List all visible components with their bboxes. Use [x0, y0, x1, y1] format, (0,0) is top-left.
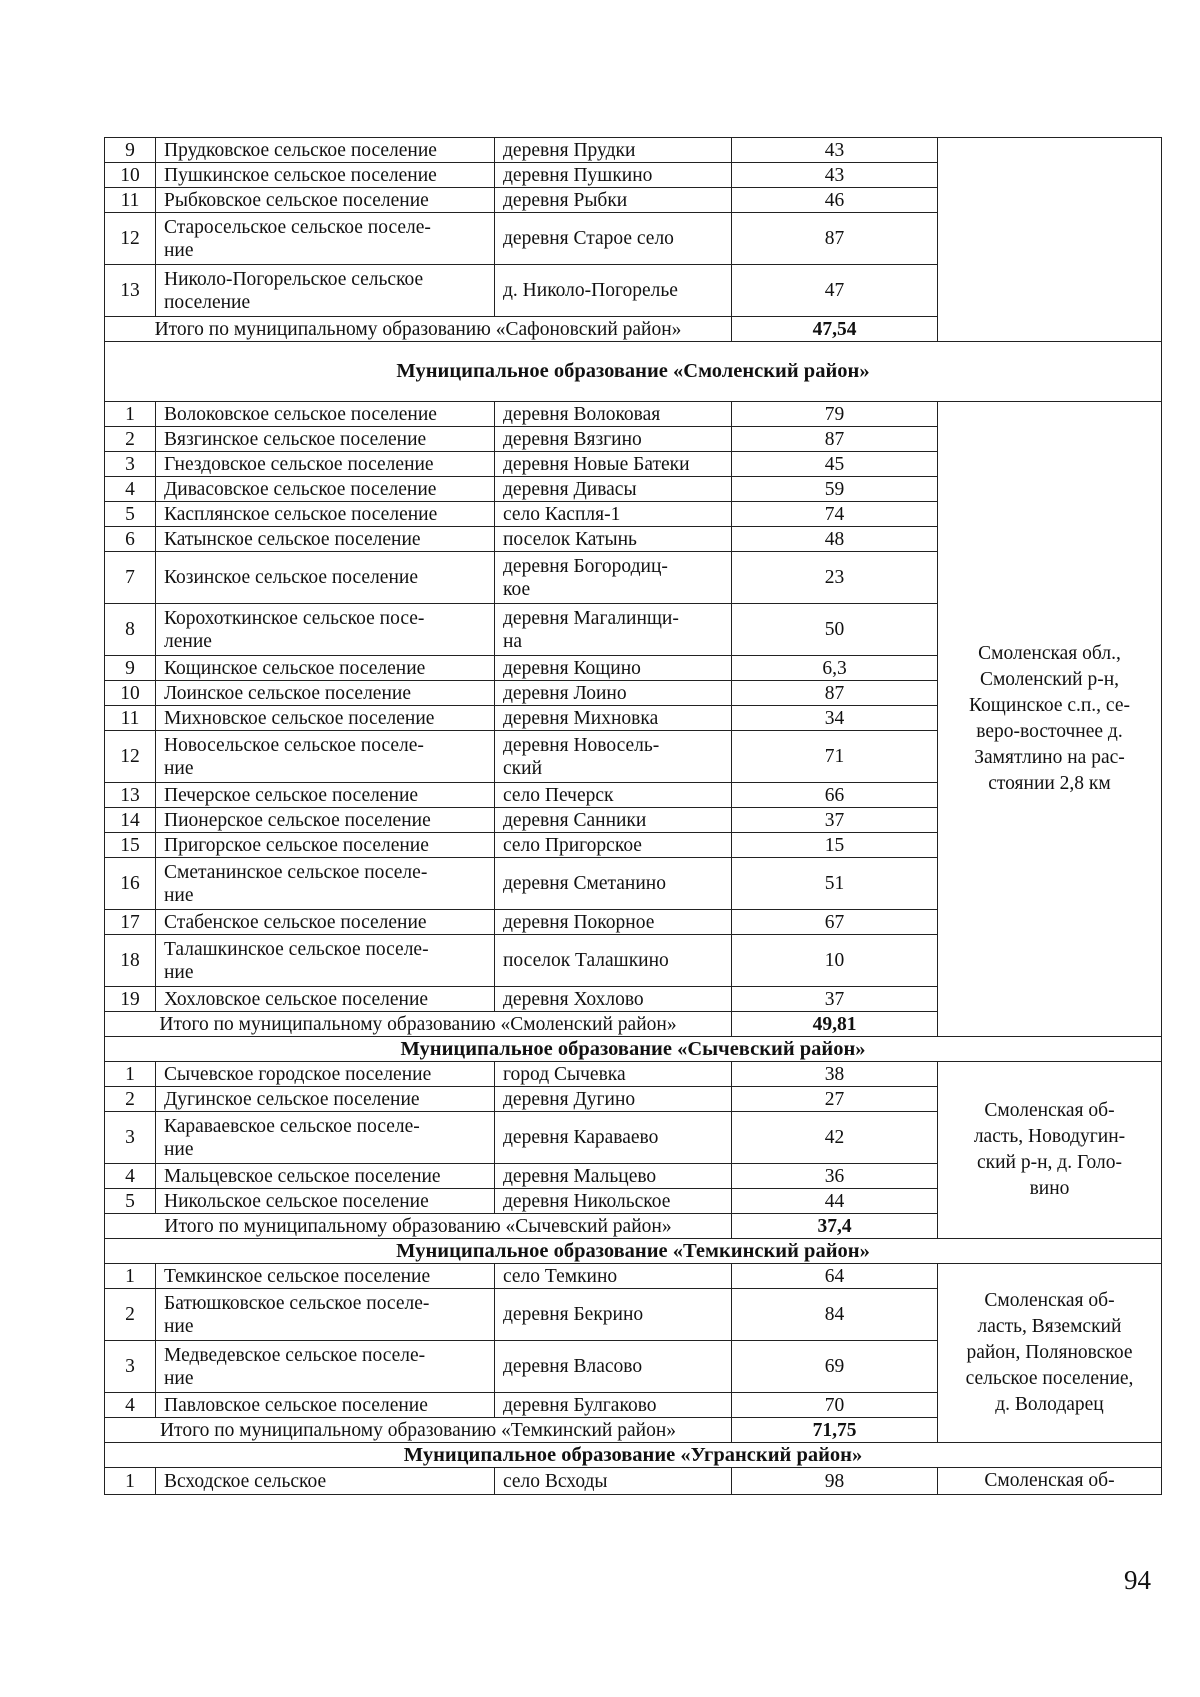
- admin-center: деревня Лоино: [495, 681, 732, 706]
- settlement-name: Батюшковское сельское поселе- ние: [156, 1289, 495, 1341]
- total-label: Итого по муниципальному образованию «Сафоновский район»: [105, 317, 732, 342]
- total-label: Итого по муниципальному образованию «Смоленский район»: [105, 1012, 732, 1037]
- admin-center: поселок Талашкино: [495, 935, 732, 987]
- admin-center: село Каспля-1: [495, 502, 732, 527]
- value-cell: 34: [732, 706, 938, 731]
- section-header-row: [105, 1239, 1162, 1264]
- admin-center: село Пригорское: [495, 833, 732, 858]
- admin-center: поселок Катынь: [495, 527, 732, 552]
- settlement-name: Новосельское сельское поселе- ние: [156, 731, 495, 783]
- page-number: 94: [1124, 1565, 1151, 1595]
- row-number: 15: [105, 833, 156, 858]
- settlement-name: Старосельское сельское поселе- ние: [156, 213, 495, 265]
- row-number: 1: [105, 402, 156, 427]
- admin-center: деревня Хохлово: [495, 987, 732, 1012]
- admin-center: деревня Власово: [495, 1341, 732, 1393]
- row-number: 11: [105, 706, 156, 731]
- value-cell: 46: [732, 188, 938, 213]
- admin-center: деревня Прудки: [495, 138, 732, 163]
- value-cell: 43: [732, 138, 938, 163]
- settlement-name: Рыбковское сельское поселение: [156, 188, 495, 213]
- admin-center: деревня Сметанино: [495, 858, 732, 910]
- section-header-row: [105, 1037, 1162, 1062]
- settlement-name: Дугинское сельское поселение: [156, 1087, 495, 1112]
- admin-center: деревня Булгаково: [495, 1393, 732, 1418]
- section-header-row: [105, 1443, 1162, 1468]
- settlement-name: Лоинское сельское поселение: [156, 681, 495, 706]
- row-number: 4: [105, 1393, 156, 1418]
- settlement-name: Гнездовское сельское поселение: [156, 452, 495, 477]
- value-cell: 47: [732, 265, 938, 317]
- settlement-name: Прудковское сельское поселение: [156, 138, 495, 163]
- admin-center: деревня Дивасы: [495, 477, 732, 502]
- settlement-name: Катынское сельское поселение: [156, 527, 495, 552]
- row-number: 18: [105, 935, 156, 987]
- row-number: 4: [105, 477, 156, 502]
- value-cell: 10: [732, 935, 938, 987]
- row-number: 6: [105, 527, 156, 552]
- admin-center: деревня Кощино: [495, 656, 732, 681]
- location-cell: [938, 138, 1162, 342]
- settlement-name: Хохловское сельское поселение: [156, 987, 495, 1012]
- admin-center: город Сычевка: [495, 1062, 732, 1087]
- settlement-name: Сычевское городское поселение: [156, 1062, 495, 1087]
- admin-center: деревня Никольское: [495, 1189, 732, 1214]
- settlement-name: Вязгинское сельское поселение: [156, 427, 495, 452]
- row-number: 13: [105, 783, 156, 808]
- settlement-name: Николо-Погорельское сельское поселение: [156, 265, 495, 317]
- admin-center: деревня Дугино: [495, 1087, 732, 1112]
- settlement-name: Печерское сельское поселение: [156, 783, 495, 808]
- admin-center: деревня Волоковая: [495, 402, 732, 427]
- row-number: 2: [105, 1289, 156, 1341]
- admin-center: деревня Михновка: [495, 706, 732, 731]
- admin-center: деревня Магалинщи- на: [495, 604, 732, 656]
- admin-center: деревня Санники: [495, 808, 732, 833]
- settlement-name: Михновское сельское поселение: [156, 706, 495, 731]
- settlement-name: Корохоткинское сельское посе- ление: [156, 604, 495, 656]
- row-number: 1: [105, 1468, 156, 1495]
- value-cell: 36: [732, 1164, 938, 1189]
- section-title: Муниципальное образование «Смоленский район»: [105, 342, 1162, 402]
- value-cell: 6,3: [732, 656, 938, 681]
- admin-center: деревня Новосель- ский: [495, 731, 732, 783]
- row-number: 4: [105, 1164, 156, 1189]
- total-value: 47,54: [732, 317, 938, 342]
- admin-center: деревня Мальцево: [495, 1164, 732, 1189]
- row-number: 16: [105, 858, 156, 910]
- total-label: Итого по муниципальному образованию «Сычевский район»: [105, 1214, 732, 1239]
- admin-center: село Темкино: [495, 1264, 732, 1289]
- location-cell: Смоленская об-: [938, 1468, 1162, 1495]
- settlement-name: Медведевское сельское поселе- ние: [156, 1341, 495, 1393]
- settlement-name: Волоковское сельское поселение: [156, 402, 495, 427]
- row-number: 3: [105, 452, 156, 477]
- admin-center: деревня Богородиц- кое: [495, 552, 732, 604]
- admin-center: деревня Бекрино: [495, 1289, 732, 1341]
- total-label: Итого по муниципальному образованию «Темкинский район»: [105, 1418, 732, 1443]
- value-cell: 45: [732, 452, 938, 477]
- value-cell: 87: [732, 213, 938, 265]
- row-number: 12: [105, 731, 156, 783]
- row-number: 19: [105, 987, 156, 1012]
- settlement-name: Сметанинское сельское поселе- ние: [156, 858, 495, 910]
- row-number: 8: [105, 604, 156, 656]
- value-cell: 37: [732, 808, 938, 833]
- value-cell: 37: [732, 987, 938, 1012]
- row-number: 14: [105, 808, 156, 833]
- value-cell: 48: [732, 527, 938, 552]
- row-number: 13: [105, 265, 156, 317]
- settlement-name: Козинское сельское поселение: [156, 552, 495, 604]
- row-number: 3: [105, 1341, 156, 1393]
- settlement-name: Караваевское сельское поселе- ние: [156, 1112, 495, 1164]
- row-number: 3: [105, 1112, 156, 1164]
- admin-center: деревня Рыбки: [495, 188, 732, 213]
- location-cell: Смоленская об- ласть, Новодугин- ский р-н, д. Голо- вино: [938, 1062, 1162, 1239]
- settlement-name: Темкинское сельское поселение: [156, 1264, 495, 1289]
- row-number: 1: [105, 1264, 156, 1289]
- admin-center: д. Николо-Погорелье: [495, 265, 732, 317]
- value-cell: 71: [732, 731, 938, 783]
- value-cell: 42: [732, 1112, 938, 1164]
- row-number: 1: [105, 1062, 156, 1087]
- row-number: 9: [105, 138, 156, 163]
- value-cell: 44: [732, 1189, 938, 1214]
- settlement-name: Мальцевское сельское поселение: [156, 1164, 495, 1189]
- row-number: 5: [105, 1189, 156, 1214]
- location-cell: Смоленская об- ласть, Вяземский район, Поляновское сельское поселение, д. Володарец: [938, 1264, 1162, 1443]
- row-number: 7: [105, 552, 156, 604]
- row-number: 11: [105, 188, 156, 213]
- row-number: 10: [105, 681, 156, 706]
- value-cell: 74: [732, 502, 938, 527]
- section-title: Муниципальное образование «Угранский район»: [105, 1443, 1162, 1468]
- table-row: [105, 1264, 1162, 1289]
- value-cell: 70: [732, 1393, 938, 1418]
- admin-center: село Всходы: [495, 1468, 732, 1495]
- settlement-name: Всходское сельское: [156, 1468, 495, 1495]
- value-cell: 64: [732, 1264, 938, 1289]
- value-cell: 15: [732, 833, 938, 858]
- row-number: 2: [105, 1087, 156, 1112]
- value-cell: 98: [732, 1468, 938, 1495]
- row-number: 17: [105, 910, 156, 935]
- settlement-name: Никольское сельское поселение: [156, 1189, 495, 1214]
- value-cell: 66: [732, 783, 938, 808]
- settlement-name: Пионерское сельское поселение: [156, 808, 495, 833]
- total-value: 37,4: [732, 1214, 938, 1239]
- section-title: Муниципальное образование «Темкинский район»: [105, 1239, 1162, 1264]
- table-row: [105, 138, 1162, 163]
- admin-center: деревня Покорное: [495, 910, 732, 935]
- value-cell: 27: [732, 1087, 938, 1112]
- value-cell: 79: [732, 402, 938, 427]
- value-cell: 87: [732, 681, 938, 706]
- settlement-name: Стабенское сельское поселение: [156, 910, 495, 935]
- admin-center: село Печерск: [495, 783, 732, 808]
- admin-center: деревня Новые Батеки: [495, 452, 732, 477]
- row-number: 9: [105, 656, 156, 681]
- value-cell: 59: [732, 477, 938, 502]
- row-number: 12: [105, 213, 156, 265]
- settlement-name: Пригорское сельское поселение: [156, 833, 495, 858]
- section-title: Муниципальное образование «Сычевский район»: [105, 1037, 1162, 1062]
- value-cell: 50: [732, 604, 938, 656]
- section-header-row: [105, 342, 1162, 402]
- total-value: 49,81: [732, 1012, 938, 1037]
- value-cell: 69: [732, 1341, 938, 1393]
- location-cell: Смоленская обл., Смоленский р-н, Кощинское с.п., се- веро-восточнее д. Замятлино на рас- стоянии 2,8 км: [938, 402, 1162, 1037]
- admin-center: деревня Пушкино: [495, 163, 732, 188]
- data-table: [104, 137, 1162, 1495]
- settlement-name: Талашкинское сельское поселе- ние: [156, 935, 495, 987]
- value-cell: 23: [732, 552, 938, 604]
- settlement-name: Пушкинское сельское поселение: [156, 163, 495, 188]
- table-row: [105, 1062, 1162, 1087]
- settlement-name: Дивасовское сельское поселение: [156, 477, 495, 502]
- table-row: [105, 402, 1162, 427]
- value-cell: 43: [732, 163, 938, 188]
- row-number: 10: [105, 163, 156, 188]
- table-row: [105, 1468, 1162, 1495]
- row-number: 5: [105, 502, 156, 527]
- value-cell: 38: [732, 1062, 938, 1087]
- value-cell: 87: [732, 427, 938, 452]
- admin-center: деревня Вязгино: [495, 427, 732, 452]
- total-value: 71,75: [732, 1418, 938, 1443]
- value-cell: 51: [732, 858, 938, 910]
- value-cell: 67: [732, 910, 938, 935]
- admin-center: деревня Старое село: [495, 213, 732, 265]
- value-cell: 84: [732, 1289, 938, 1341]
- settlement-name: Кощинское сельское поселение: [156, 656, 495, 681]
- settlement-name: Касплянское сельское поселение: [156, 502, 495, 527]
- settlement-name: Павловское сельское поселение: [156, 1393, 495, 1418]
- admin-center: деревня Караваево: [495, 1112, 732, 1164]
- row-number: 2: [105, 427, 156, 452]
